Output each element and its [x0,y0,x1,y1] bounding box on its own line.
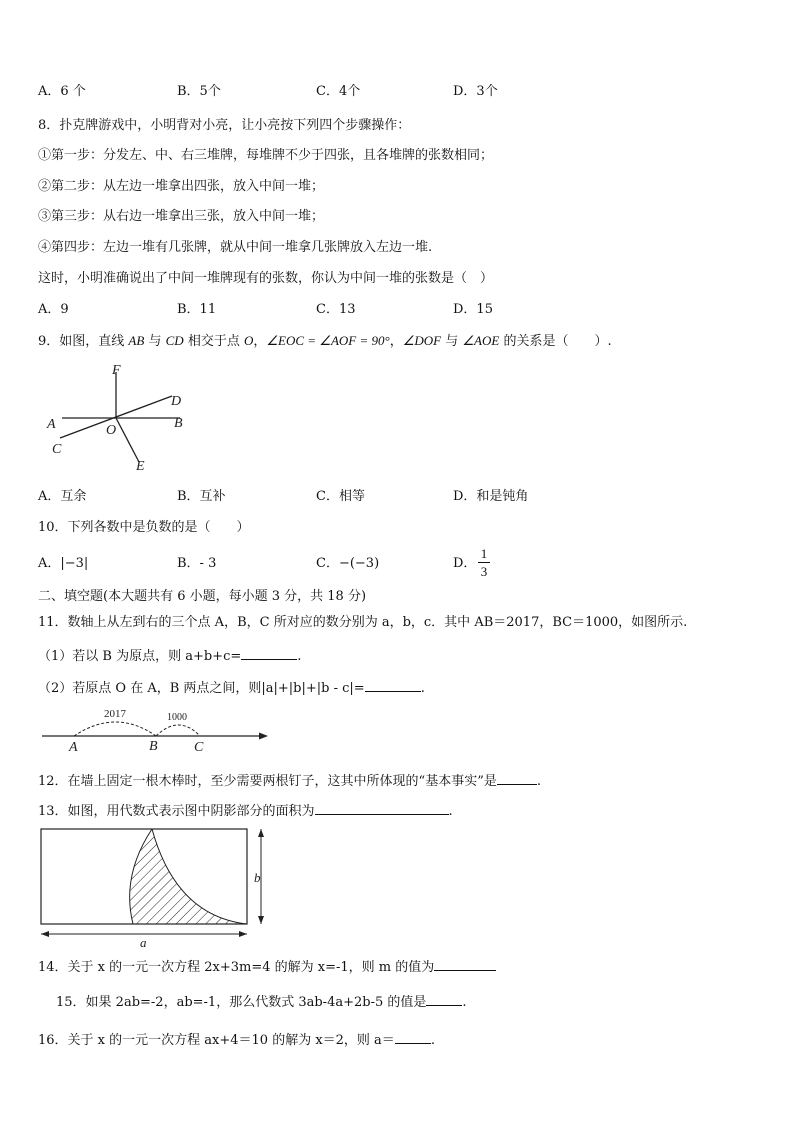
q11-point-c: C [194,740,204,754]
q16-stem [38,1030,435,1050]
q11-part-1-text: （1）若以 B 为原点，则 a+b+c= [38,649,242,664]
q10-fraction-numerator: 1 [480,546,488,561]
q16-end: . [430,1033,435,1048]
q16-stem-text: 16．关于 x 的一元一次方程 ax+4＝10 的解为 x＝2，则 a＝ [38,1033,395,1048]
q13-answer-blank[interactable] [315,801,449,815]
q10-option-a: A．|−3| [38,556,89,571]
q12-stem [38,771,541,791]
q7-option-c: C．4个 [316,84,361,99]
q13-dim-b-arrow-top [258,829,264,837]
q15-answer-blank[interactable] [426,992,462,1006]
q12-stem-text: 12．在墙上固定一根木棒时，至少需要两根钉子，这其中所体现的“基本事实”是 [38,774,497,789]
q7-option-d: D．3个 [453,84,498,99]
q9-option-c: C．相等 [316,489,365,504]
q8-step-4: ④第四步：左边一堆有几张牌，就从中间一堆拿几张牌放入左边一堆. [38,240,433,255]
q13-stem [38,801,453,821]
q11-part-2-text: （2）若原点 O 在 A，B 两点之间，则|a|+|b|+|b - c|= [38,681,365,696]
q13-label-a: a [140,935,147,950]
q12-answer-blank[interactable] [497,771,537,785]
q9-label-o: O [106,423,117,438]
q9-text-comma-1: ， [253,334,267,349]
q9-stem [38,332,612,351]
q11-part-1-answer-blank[interactable] [241,646,297,660]
q9-text-and-2: 与 [445,334,459,349]
q9-stem-prefix: 9．如图，直线 [38,334,125,349]
q11-stem: 11．数轴上从左到右的三个点 A，B，C 所对应的数分别为 a，b，c．其中 AB＝2017，BC＝1000，如图所示. [38,615,688,630]
q14-answer-blank[interactable] [434,957,496,971]
q10-option-d-fraction [478,546,490,579]
q14-stem-text: 14．关于 x 的一元一次方程 2x+3m=4 的解为 x=-1，则 m 的值为 [38,960,435,975]
q9-figure [40,362,200,474]
q16-answer-blank[interactable] [395,1030,431,1044]
q13-figure [36,826,276,950]
q11-arc-ab [74,722,156,736]
q10-stem: 10．下列各数中是负数的是（ ） [38,520,250,535]
q9-label-d: D [171,394,182,409]
q10-fraction-bar [478,562,490,563]
q9-label-e: E [136,459,145,474]
q7-option-b: B．5个 [177,84,221,99]
q8-option-a: A．9 [38,302,69,317]
q15-end: . [462,995,467,1010]
q11-part-2-end: . [420,681,425,696]
q14-stem [38,957,496,977]
q13-stem-text: 13．如图，用代数式表示图中阴影部分的面积为 [38,804,315,819]
q8-option-c: C．13 [316,302,356,317]
q9-line-ab: AB [128,333,145,348]
q9-line-cd: CD [165,333,184,348]
q9-label-c: C [52,442,62,457]
q9-label-f: F [112,363,121,378]
q9-text-and-1: 与 [148,334,162,349]
q10-option-b: B．- 3 [177,556,217,571]
q8-step-1: ①第一步：分发左、中、右三堆牌，每堆牌不少于四张，且各堆牌的张数相同； [38,148,494,163]
q11-part-2 [38,678,425,698]
q11-label-2017: 2017 [104,708,126,720]
q11-number-line [38,704,273,754]
q11-point-b: B [149,739,158,754]
q9-ray-oe [116,418,139,462]
q7-option-a: A．6 个 [38,84,86,99]
q8-option-d: D．15 [453,302,493,317]
q13-dim-a-arrow-left [41,931,49,937]
q8-step-3: ③第三步：从右边一堆拿出三张，放入中间一堆； [38,209,325,224]
section-2-title: 二、填空题(本大题共有 6 小题，每小题 3 分，共 18 分) [38,589,367,604]
q9-condition: ∠EOC = ∠AOF = 90° [266,333,390,348]
q9-angle-dof: ∠DOF [402,333,442,348]
q8-step-2: ②第二步：从左边一堆拿出四张，放入中间一堆； [38,179,325,194]
q10-option-d-label: D． [453,556,477,571]
q8-question: 这时，小明准确说出了中间一堆牌现有的张数，你认为中间一堆的张数是（ ） [38,271,494,286]
q11-label-1000: 1000 [167,712,187,723]
q8-stem: 8．扑克牌游戏中，小明背对小亮，让小亮按下列四个步骤操作： [38,118,411,133]
q11-axis-arrow [259,733,268,740]
q10-fraction-denominator: 3 [480,564,488,579]
q13-end: . [448,804,453,819]
q11-part-1 [38,646,301,666]
q9-option-d: D．和是钝角 [453,489,529,504]
q9-label-a: A [47,417,56,432]
q13-dim-a-arrow-right [239,931,247,937]
q13-label-b: b [254,870,261,885]
q11-arc-bc [156,725,200,736]
q11-point-a: A [69,740,78,754]
q15-stem-text: 15．如果 2ab=-2，ab=-1，那么代数式 3ab-4a+2b-5 的值是 [56,995,427,1010]
q11-part-2-answer-blank[interactable] [365,678,421,692]
q9-angle-aoe: ∠AOE [462,333,500,348]
q8-option-b: B．11 [177,302,217,317]
q15-stem [56,992,467,1012]
q11-part-1-end: . [297,649,302,664]
q9-text-intersect: 相交于点 [187,334,240,349]
q9-option-b: B．互补 [177,489,226,504]
q12-end: . [536,774,541,789]
q13-dim-b-arrow-bottom [258,916,264,924]
q10-option-c: C．−(−3) [316,556,380,571]
q9-option-a: A．互余 [38,489,87,504]
q9-stem-suffix: 的关系是（ ）. [503,334,612,349]
q9-label-b: B [174,416,183,431]
q9-point-o: O [243,333,254,348]
q9-text-comma-2: ， [389,334,403,349]
